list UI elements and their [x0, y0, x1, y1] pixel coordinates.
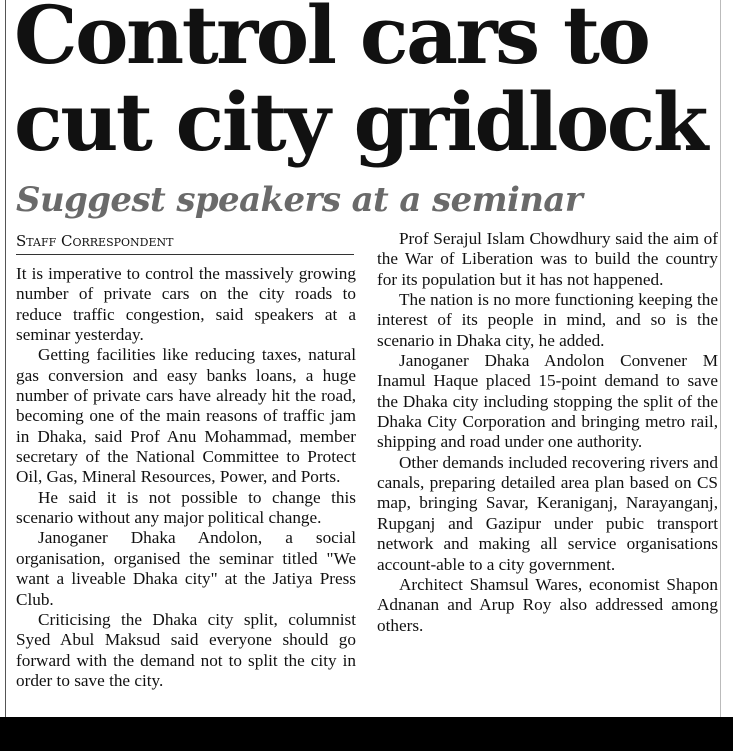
byline: Staff Correspondent	[16, 232, 354, 255]
bottom-black-band	[0, 717, 733, 751]
paragraph: Prof Serajul Islam Chowdhury said the aim of the War of Liberation was to build the country for its population but it has not happened.	[377, 229, 718, 289]
paragraph: The nation is no more functioning keeping the interest of its people in mind, and so is the scenario in Dhaka city, he added.	[377, 290, 718, 350]
subheadline: Suggest speakers at a seminar	[16, 180, 583, 220]
paragraph: Criticising the Dhaka city split, columnist Syed Abul Maksud said everyone should go forward with the demand not to split the city in order to save the city.	[16, 609, 356, 690]
page-right-edge	[720, 0, 733, 717]
left-text-column	[16, 264, 356, 691]
left-column-rule	[5, 0, 6, 717]
paragraph: It is imperative to control the massively growing number of private cars on the city roads to reduce traffic congestion, said speakers at a seminar yesterday.	[16, 264, 356, 345]
paragraph: Getting facilities like reducing taxes, natural gas conversion and easy banks loans, a huge number of private cars have already hit the road, becoming one of the main reasons of traffic jam in Dhaka, said Prof Anu Mohammad, member secretary of the National Committee to Protect Oil, Gas, Mineral Resources, Power, and Ports.	[16, 345, 356, 487]
paragraph: Architect Shamsul Wares, economist Shapon Adnanan and Arup Roy also addressed among others.	[377, 574, 718, 635]
paragraph: Janoganer Dhaka Andolon Convener M Inamul Haque placed 15-point demand to save the Dhaka city including stopping the split of the Dhaka City Corporation and bringing metro rail, shipping and road under one authority.	[377, 351, 718, 452]
paragraph: He said it is not possible to change this scenario without any major political change.	[16, 487, 356, 528]
paragraph: Janoganer Dhaka Andolon, a social organisation, organised the seminar titled "We want a liveable Dhaka city" at the Jatiya Press Club.	[16, 528, 356, 609]
right-text-column	[377, 229, 718, 636]
headline: Control cars to cut city gridlock	[14, 0, 706, 169]
paragraph: Other demands included recovering rivers and canals, preparing detailed area plan based on CS map, bringing Savar, Keraniganj, Narayanganj, Rupganj and Gazipur under pubic transport network and making all service organisations account-able to a city government.	[377, 452, 718, 574]
